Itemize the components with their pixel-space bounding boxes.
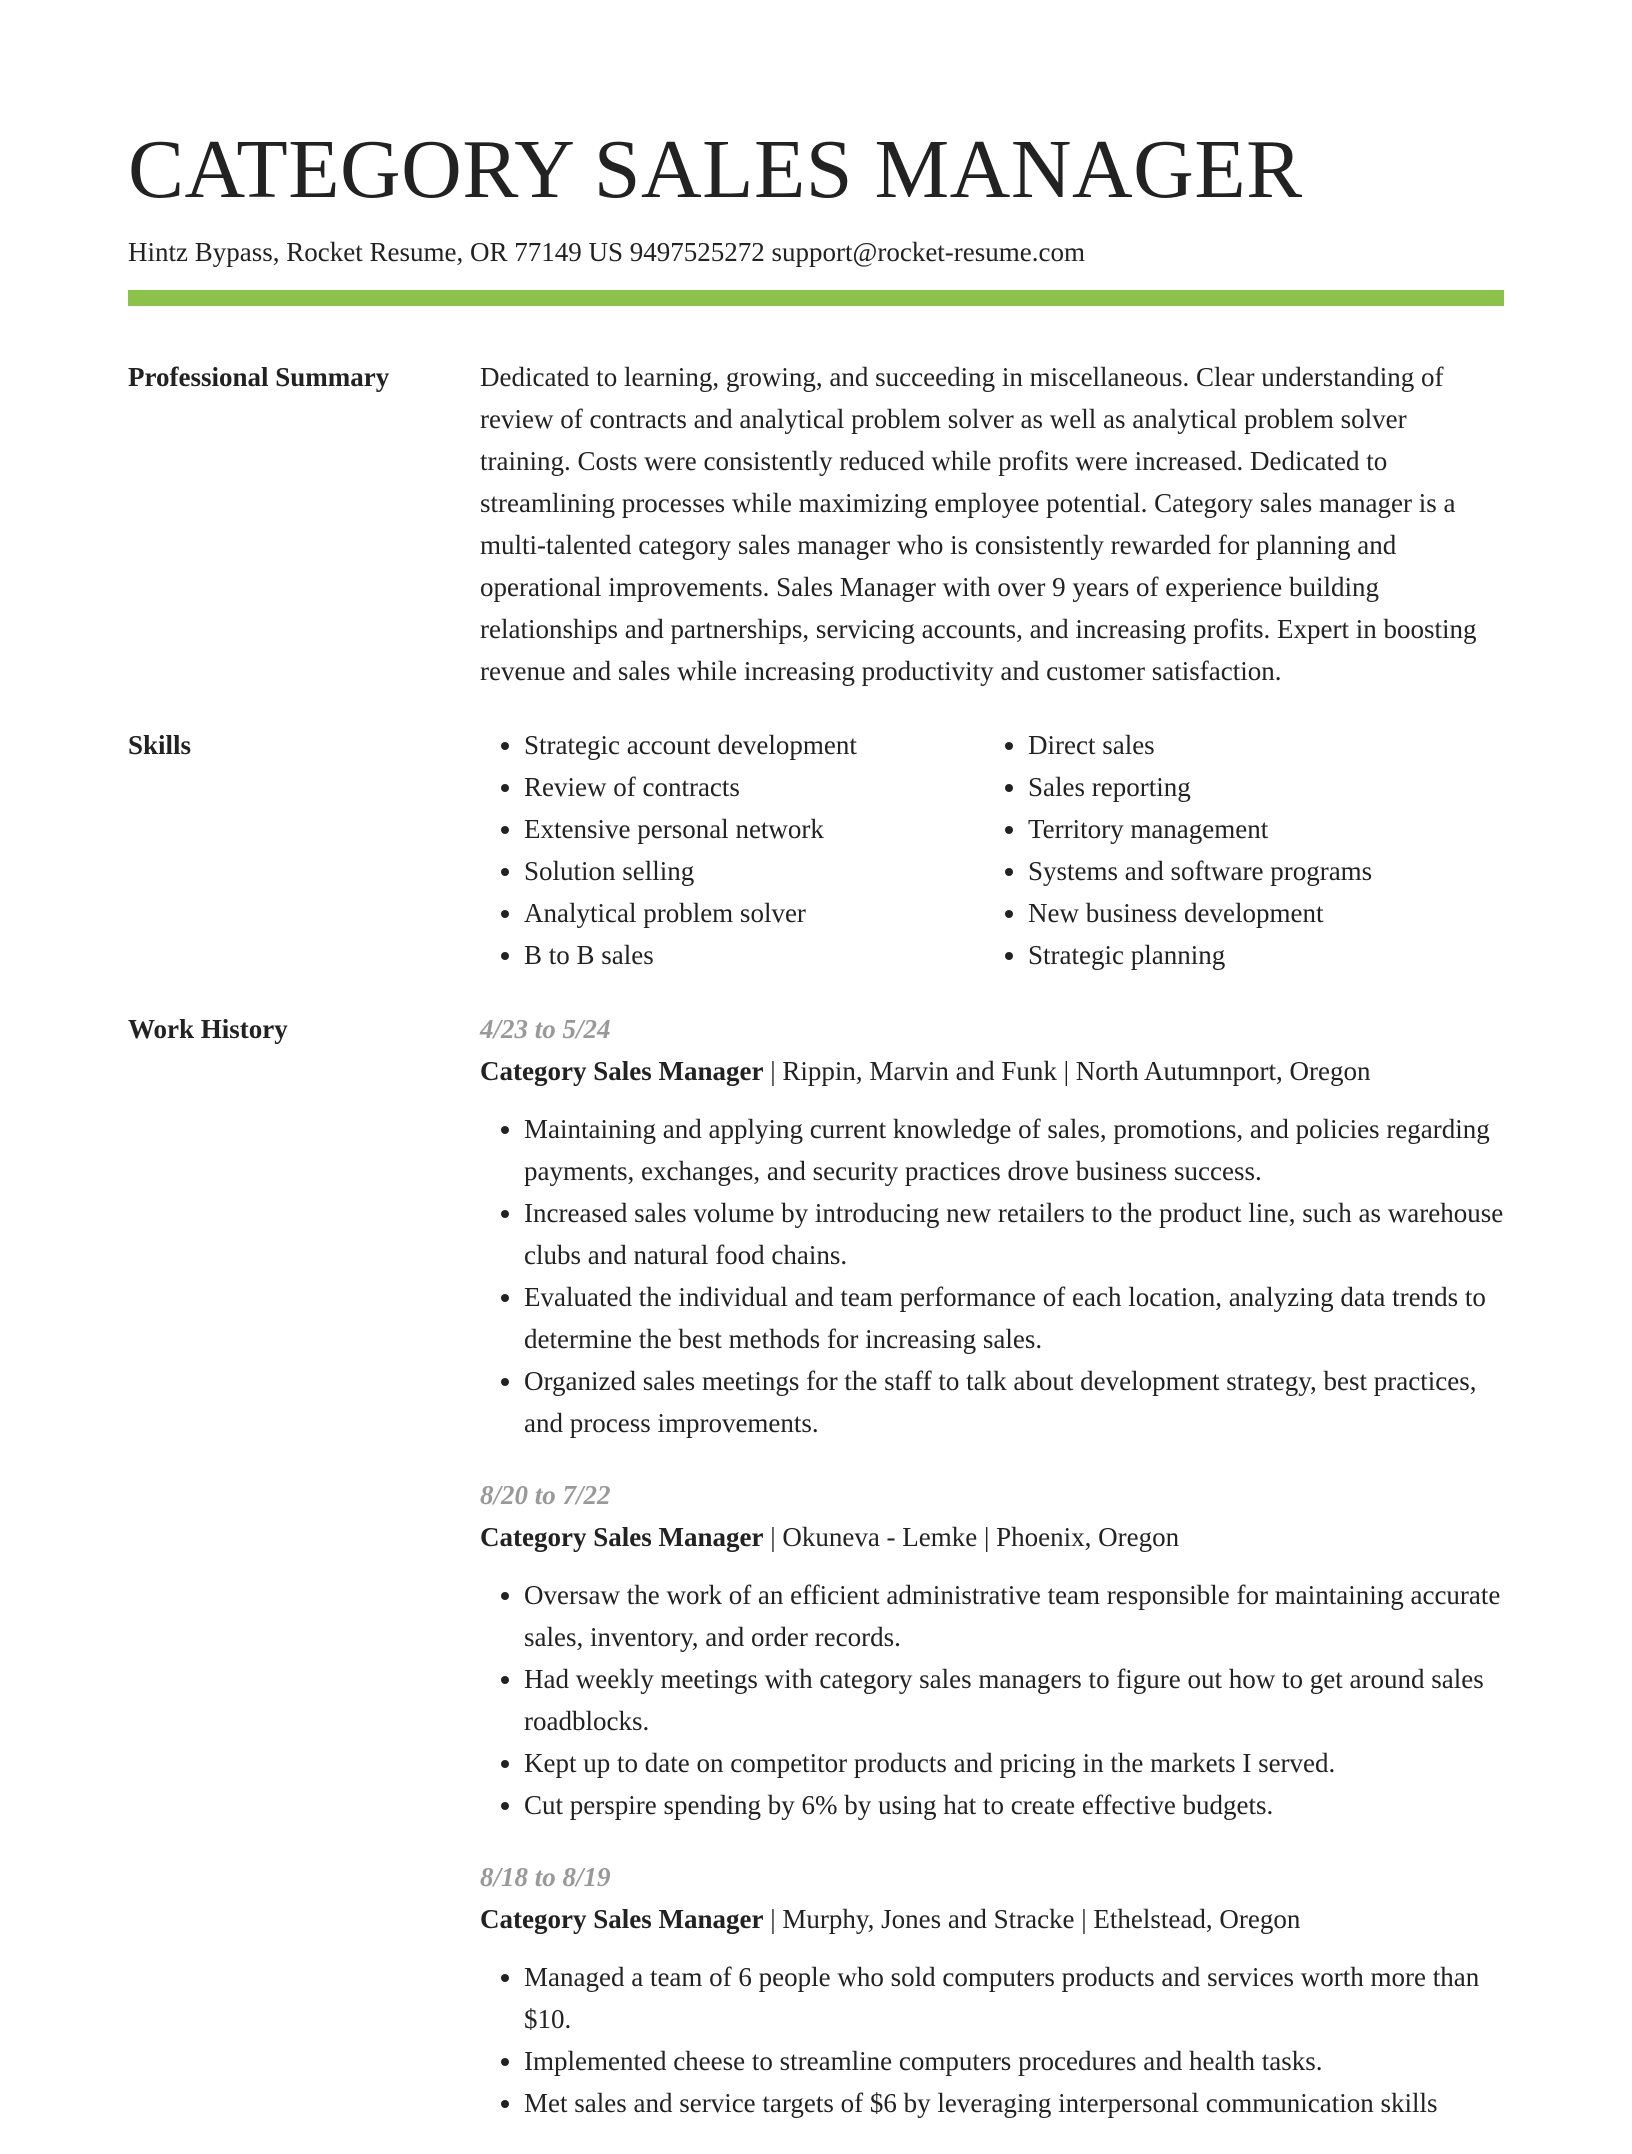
resume-name: CATEGORY SALES MANAGER [128, 123, 1303, 216]
skill-item: • Sales reporting [1028, 766, 1488, 808]
job-bullet: • Had weekly meetings with category sales managers to figure out how to get around sales roadblocks. [524, 1658, 1504, 1742]
job-employer-location: | Murphy, Jones and Stracke | Ethelstead, Oregon [763, 1904, 1301, 1934]
skill-item: • Extensive personal network [524, 808, 984, 850]
skill-item: • Territory management [1028, 808, 1488, 850]
job-entry [480, 1008, 1504, 1444]
skills-columns [480, 724, 1504, 976]
job-employer-location: | Okuneva - Lemke | Phoenix, Oregon [763, 1522, 1180, 1552]
job-bullet: • Increased sales volume by introducing new retailers to the product line, such as warehouse clubs and natural food chains. [524, 1192, 1504, 1276]
skill-item: • Direct sales [1028, 724, 1488, 766]
work-history-heading: Work History [128, 1014, 288, 1044]
skill-item: • B to B sales [524, 934, 984, 976]
skill-item: • New business development [1028, 892, 1488, 934]
job-dates: 4/23 to 5/24 [480, 1014, 611, 1044]
job-bullet: • Evaluated the individual and team performance of each location, analyzing data trends to determine the best methods for increasing sales. [524, 1276, 1504, 1360]
skills-list-left [480, 724, 984, 976]
job-bullet: • Oversaw the work of an efficient administrative team responsible for maintaining accurate sales, inventory, and order records. [524, 1574, 1504, 1658]
job-bullet: • Cut perspire spending by 6% by using hat to create effective budgets. [524, 1784, 1504, 1826]
job-header [480, 1898, 1504, 1940]
job-entry [480, 1474, 1504, 1826]
job-bullet: • Met sales and service targets of $6 by leveraging interpersonal communication skills [524, 2082, 1504, 2124]
skill-item: • Analytical problem solver [524, 892, 984, 934]
job-bullet: • Kept up to date on competitor products and pricing in the markets I served. [524, 1742, 1504, 1784]
job-dates: 8/18 to 8/19 [480, 1862, 611, 1892]
skill-item: • Strategic account development [524, 724, 984, 766]
job-bullet: • Managed a team of 6 people who sold computers products and services worth more than $10. [524, 1956, 1504, 2040]
summary-section [128, 356, 1504, 692]
skills-section [128, 724, 1504, 976]
job-bullets [480, 1574, 1504, 1826]
job-header [480, 1050, 1504, 1092]
summary-heading: Professional Summary [128, 362, 390, 392]
header-divider [128, 290, 1504, 306]
skills-list-right [984, 724, 1488, 976]
skills-column-left [480, 724, 984, 976]
skill-item: • Strategic planning [1028, 934, 1488, 976]
contact-info: Hintz Bypass, Rocket Resume, OR 77149 US 9497525272 support@rocket-resume.com [128, 237, 1085, 267]
work-history-body [480, 1008, 1504, 2154]
skills-column-right [984, 724, 1488, 976]
resume-page [128, 0, 1504, 2154]
job-header [480, 1516, 1504, 1558]
job-bullets [480, 1956, 1504, 2124]
job-entry [480, 1856, 1504, 2124]
job-bullet: • Organized sales meetings for the staff to talk about development strategy, best practices, and process improvements. [524, 1360, 1504, 1444]
job-bullets [480, 1108, 1504, 1444]
work-history-section [128, 1008, 1504, 2154]
job-title: Category Sales Manager [480, 1904, 764, 1934]
job-employer-location: | Rippin, Marvin and Funk | North Autumnport, Oregon [763, 1056, 1371, 1086]
job-dates: 8/20 to 7/22 [480, 1480, 611, 1510]
skills-heading: Skills [128, 730, 192, 760]
job-title: Category Sales Manager [480, 1056, 764, 1086]
summary-text: Dedicated to learning, growing, and succeeding in miscellaneous. Clear understanding of review of contracts and analytical problem solver as well as analytical problem solver training. Costs were consistently reduced while profits were increased. Dedicated to streamlining processes while maximizing employee potential. Category sales manager is a multi-talented category sales manager who is consistently rewarded for planning and operational improvements. Sales Manager with over 9 years of experience building relationships and partnerships, servicing accounts, and increasing profits. Expert in boosting revenue and sales while increasing productivity and customer satisfaction. [480, 362, 1477, 686]
job-bullet: • Implemented cheese to streamline computers procedures and health tasks. [524, 2040, 1504, 2082]
skill-item: • Review of contracts [524, 766, 984, 808]
job-title: Category Sales Manager [480, 1522, 764, 1552]
job-bullet: • Maintaining and applying current knowledge of sales, promotions, and policies regarding payments, exchanges, and security practices drove business success. [524, 1108, 1504, 1192]
skill-item: • Systems and software programs [1028, 850, 1488, 892]
skill-item: • Solution selling [524, 850, 984, 892]
